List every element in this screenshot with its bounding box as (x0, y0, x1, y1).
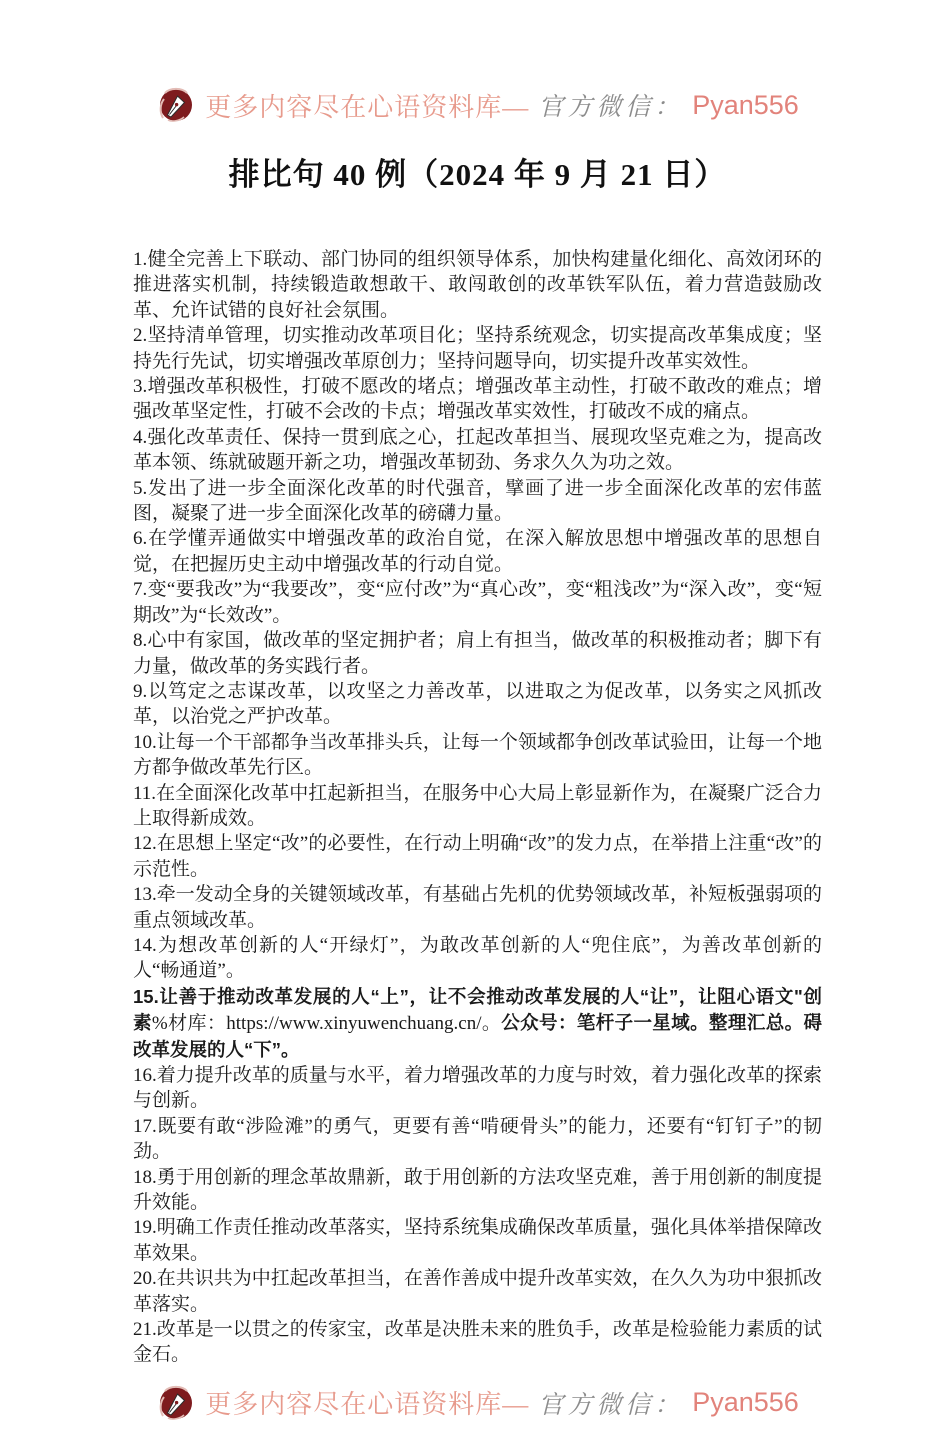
list-item (133, 730, 822, 781)
list-item-text: 7.变“要我改”为“我要改”，变“应付改”为“真心改”，变“粗浅改”为“深入改”，变“短期改”为“长效改”。 (133, 579, 822, 626)
list-item-text: 9.以笃定之志谋改革，以攻坚之力善改革，以进取之为促改革，以务实之风抓改革，以治党之严护改革。 (133, 680, 822, 728)
list-item-text: 11.在全面深化改革中扛起新担当，在服务中心大局上彰显新作为，在凝聚广泛合力上取得新成效。 (133, 782, 822, 829)
pen-nib-logo-icon (156, 1382, 196, 1424)
list-item (133, 628, 822, 679)
list-item (133, 1114, 822, 1165)
list-item-text: 2.坚持清单管理，切实推动改革项目化；坚持系统观念，切实提高改革集成度；坚持先行先试，切实增强改革原创力；坚持问题导向，切实提升改革实效性。 (133, 325, 822, 372)
list-item-text: 12.在思想上坚定“改”的必要性，在行动上明确“改”的发力点，在举措上注重“改”的示范性。 (133, 833, 822, 880)
list-item-text: 5.发出了进一步全面深化改革的时代强音，擘画了进一步全面深化改革的宏伟蓝图，凝聚了进一步全面深化改革的磅礴力量。 (133, 477, 822, 525)
list-item (133, 1266, 822, 1317)
list-item-text: 6.在学懂弄通做实中增强改革的政治自觉，在深入解放思想中增强改革的思想自觉，在把握历史主动中增强改革的行动自觉。 (133, 528, 822, 575)
list-item-text: 17.既要有敢“涉险滩”的勇气，更要有善“啃硬骨头”的能力，还要有“钉钉子”的韧劲。 (133, 1115, 822, 1163)
list-item-text: 13.牵一发动全身的关键领域改革，有基础占先机的优势领域改革，补短板强弱项的重点领域改革。 (133, 884, 822, 931)
list-item-text: 14.为想改革创新的人“开绿灯”，为敢改革创新的人“兜住底”，为善改革创新的人“畅通道”。 (133, 934, 822, 982)
list-item-text: 公众号：笔杆子一星域。整理汇总。碍改革发展的人“下”。 (133, 1012, 822, 1060)
list-item-text: 10.让每一个干部都争当改革排头兵，让每一个领域都争创改革试验田，让每一个地方都争做改革先行区。 (133, 731, 822, 779)
list-item (133, 476, 822, 527)
list-item (133, 831, 822, 882)
list-item (133, 526, 822, 577)
list-item-text: 20.在共识共为中扛起改革担当，在善作善成中提升改革实效，在久久为功中狠抓改革落实。 (133, 1268, 822, 1315)
list-item-text: 19.明确工作责任推动改革落实，坚持系统集成确保改革质量，强化具体举措保障改革效果。 (133, 1217, 822, 1264)
list-item-text: 1.健全完善上下联动、部门协同的组织领导体系，加快构建量化细化、高效闭环的推进落实机制，持续锻造敢想敢干、敢闯敢创的改革铁军队伍，着力营造鼓励改革、允许试错的良好社会氛围。 (133, 249, 822, 321)
banner-wechat-id: Pyan556 (692, 89, 799, 120)
list-item-text: 21.改革是一以贯之的传家宝，改革是决胜未来的胜负手，改革是检验能力素质的试金石。 (133, 1319, 822, 1366)
banner-brand-text: 更多内容尽在心语资料库— (205, 1390, 530, 1420)
banner-wechat-label: 官方微信： (538, 92, 684, 121)
footer-banner (133, 1382, 822, 1424)
list-item (133, 577, 822, 628)
list-item-text: 4.强化改革责任、保持一贯到底之心，扛起改革担当、展现攻坚克难之为，提高改革本领、练就破题开新之功，增强改革韧劲、务求久久为功之效。 (133, 426, 822, 474)
list-item (133, 374, 822, 425)
list-item (133, 679, 822, 730)
list-item-text: %材库：https://www.xinyuwenchuang.cn/。 (151, 1013, 502, 1035)
list-item-text: 16.着力提升改革的质量与水平，着力增强改革的力度与时效，着力强化改革的探索与创新。 (133, 1065, 822, 1112)
list-item (133, 323, 822, 374)
list-item (133, 247, 822, 323)
banner-wechat-label: 官方微信： (538, 1389, 684, 1419)
banner-wechat-id: Pyan556 (692, 1387, 799, 1418)
list-item-text: 8.心中有家国，做改革的坚定拥护者；肩上有担当，做改革的积极推动者；脚下有力量，做改革的务实践行者。 (133, 630, 822, 677)
banner-brand-text: 更多内容尽在心语资料库— (205, 92, 530, 122)
list-item-text: 18.勇于用创新的理念革故鼎新，敢于用创新的方法攻坚克难，善于用创新的制度提升效能。 (133, 1166, 822, 1214)
list-item (133, 984, 822, 1063)
list-item (133, 882, 822, 933)
list-item (133, 781, 822, 832)
list-item-text: 15.让善于推动改革发展的人“上”，让不会推动改革发展的人“让”，让阻心语文"创素 (133, 985, 822, 1034)
list-item (133, 425, 822, 476)
list-item-text: 3.增强改革积极性，打破不愿改的堵点；增强改革主动性，打破不敢改的难点；增强改革坚定性，打破不会改的卡点；增强改革实效性，打破改不成的痛点。 (133, 376, 822, 423)
list-item (133, 933, 822, 984)
pen-nib-logo-icon (156, 84, 196, 126)
list-item (133, 1165, 822, 1216)
list-item (133, 1215, 822, 1266)
list-item (133, 1063, 822, 1114)
header-banner (133, 84, 822, 126)
list-item (133, 1317, 822, 1368)
page-title: 排比句 40 例（2024 年 9 月 21 日） (228, 157, 727, 192)
item-list (133, 247, 822, 1368)
